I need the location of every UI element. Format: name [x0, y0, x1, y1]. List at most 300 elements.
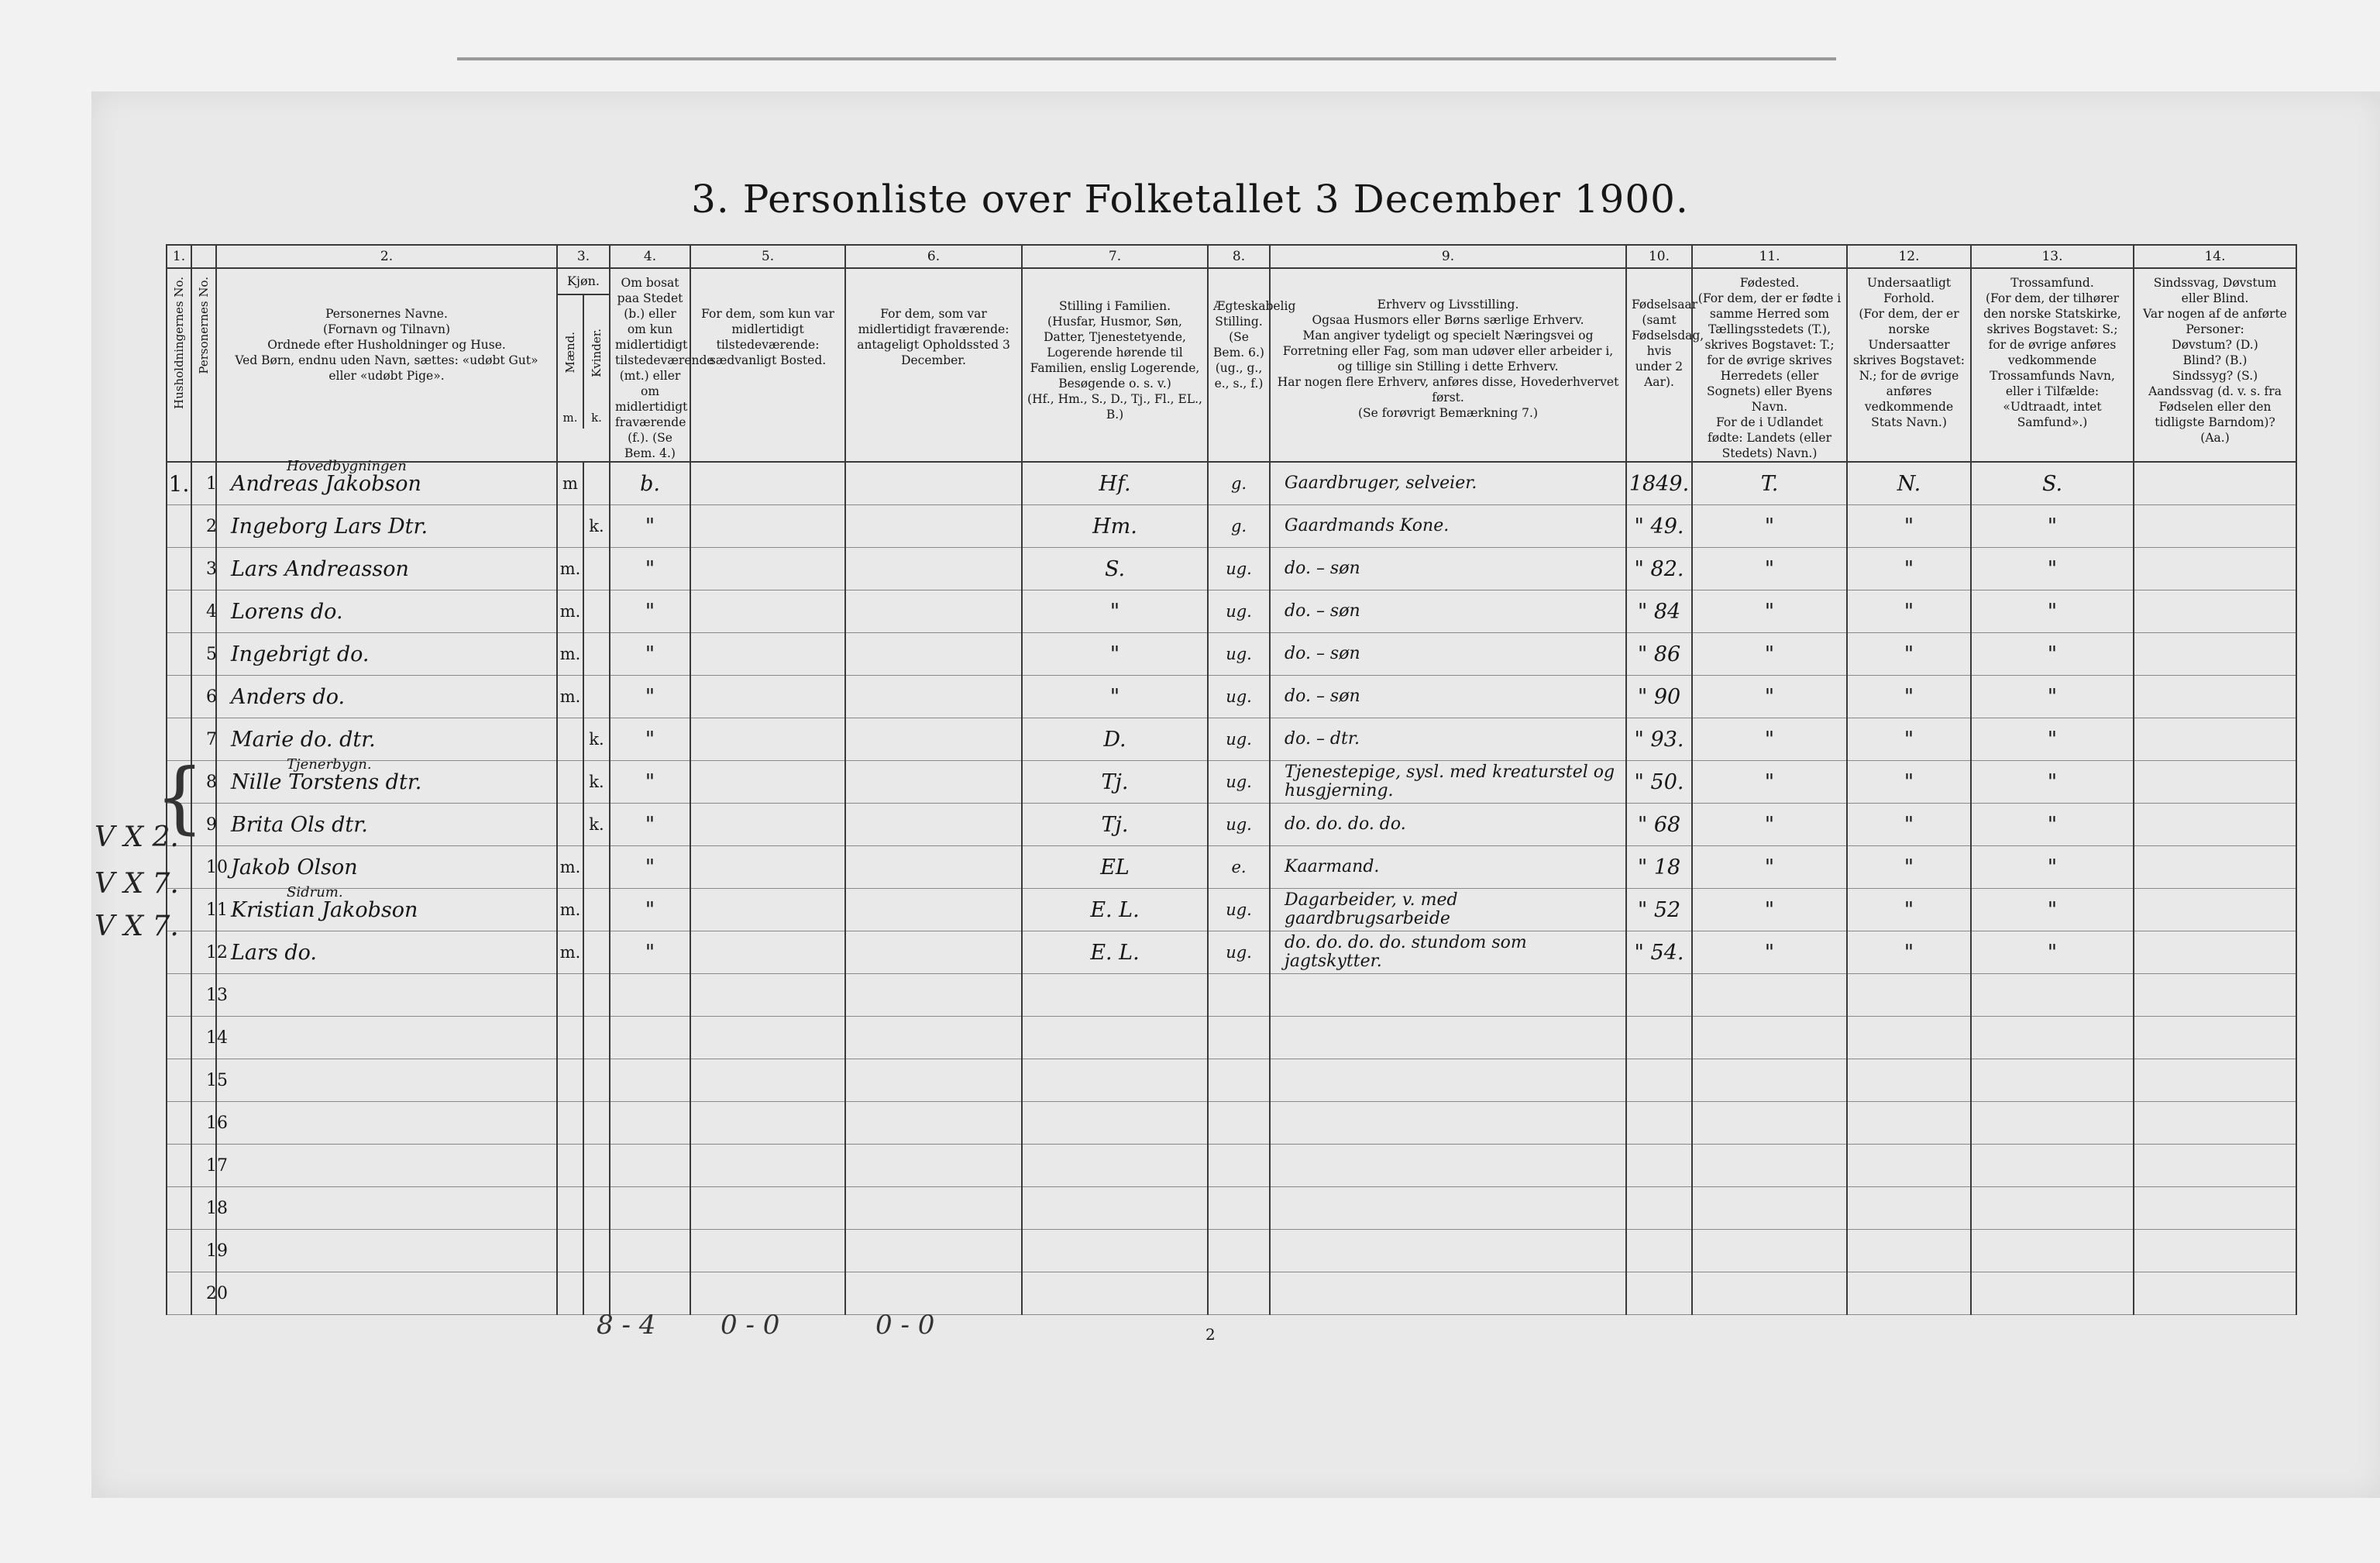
marital-status-cell: ug.: [1208, 590, 1270, 633]
usual-residence-cell: [690, 804, 845, 846]
occupation-cell: [1270, 1102, 1626, 1145]
marital-status-cell: ug.: [1208, 548, 1270, 590]
col7-header: Stilling i Familien. (Husfar, Husmor, Søn, Datter, Tjenestetyende, Logerende hørende til Familien, enslig Logerende, Besøgende o. s. v.) (Hf., Hm., S., D., Tj., Fl., EL., B.): [1022, 268, 1208, 462]
disability-cell: [2134, 505, 2296, 548]
bosat-cell: ": [610, 931, 690, 974]
birth-year-cell: " 18: [1626, 846, 1692, 889]
birthplace-cell: [1692, 1187, 1847, 1230]
usual-residence-cell: [690, 633, 845, 676]
bosat-cell: ": [610, 590, 690, 633]
names-header: Personernes Navne. (Fornavn og Tilnavn) Ordnede efter Husholdninger og Huse. Ved Børn, endnu uden Navn, sættes: «udøbt Gut» eller «udøbt Pige».: [216, 268, 557, 462]
person-no-cell: 18: [191, 1187, 216, 1230]
usual-residence-cell: [690, 1230, 845, 1272]
male-cell: m.: [557, 548, 583, 590]
table-row: [167, 505, 2296, 548]
hh-no-cell: [167, 1145, 191, 1187]
table-row: [167, 548, 2296, 590]
marital-status-cell: [1208, 1059, 1270, 1102]
footer-tally: 8 - 4: [597, 1310, 656, 1341]
disability-cell: [2134, 931, 2296, 974]
colnum: 3.: [557, 245, 610, 268]
birth-year-cell: [1626, 1017, 1692, 1059]
temp-location-cell: [845, 931, 1022, 974]
usual-residence-cell: [690, 1145, 845, 1187]
name-annotation: Tjenerbygn.: [287, 756, 372, 773]
name-cell: Lars Andreasson: [216, 548, 557, 590]
bosat-cell: ": [610, 633, 690, 676]
occupation-cell: Gaardbruger, selveier.: [1270, 462, 1626, 505]
citizenship-cell: ": [1847, 931, 1971, 974]
male-cell: [557, 804, 583, 846]
birthplace-cell: ": [1692, 761, 1847, 804]
religion-cell: ": [1971, 548, 2134, 590]
family-position-cell: D.: [1022, 718, 1208, 761]
name-cell: [216, 1017, 557, 1059]
usual-residence-cell: [690, 846, 845, 889]
hh-no-cell: [167, 590, 191, 633]
birth-year-cell: [1626, 1145, 1692, 1187]
marital-status-cell: [1208, 1230, 1270, 1272]
marital-status-cell: ug.: [1208, 889, 1270, 931]
name-cell: [216, 884, 557, 931]
family-position-cell: Hm.: [1022, 505, 1208, 548]
bosat-cell: [610, 1102, 690, 1145]
bosat-cell: b.: [610, 462, 690, 505]
colnum: 6.: [845, 245, 1022, 268]
occupation-cell: do. do. do. do. stundom som jagtskytter.: [1270, 931, 1626, 974]
marital-status-cell: [1208, 1145, 1270, 1187]
temp-location-cell: [845, 718, 1022, 761]
col9-header: Erhverv og Livsstilling. Ogsaa Husmors eller Børns særlige Erhverv. Man angiver tydeligt og specielt Næringsvei og Forretning eller Fag, som man udøver eller arbeider i, og tillige sin Stilling i dette Erhverv. Har nogen flere Erhverv, anføres disse, Hovederhvervet først. (Se forøvrigt Bemærkning 7.): [1270, 268, 1626, 462]
name-cell: Anders do.: [216, 676, 557, 718]
female-cell: [583, 1102, 610, 1145]
hh-no-cell: [167, 1017, 191, 1059]
occupation-cell: [1270, 1272, 1626, 1315]
usual-residence-cell: [690, 1272, 845, 1315]
birthplace-cell: ": [1692, 931, 1847, 974]
table-row: [167, 1187, 2296, 1230]
margin-note: V X 7.: [95, 868, 179, 900]
family-position-cell: [1022, 974, 1208, 1017]
religion-cell: [1971, 1017, 2134, 1059]
occupation-cell: do. – søn: [1270, 633, 1626, 676]
bosat-cell: ": [610, 889, 690, 931]
temp-location-cell: [845, 761, 1022, 804]
name-cell: [216, 756, 557, 804]
female-cell: [583, 1230, 610, 1272]
religion-cell: ": [1971, 931, 2134, 974]
table-row: [167, 633, 2296, 676]
bosat-cell: [610, 1230, 690, 1272]
disability-cell: [2134, 974, 2296, 1017]
name-cell: [216, 1102, 557, 1145]
bosat-cell: ": [610, 846, 690, 889]
marital-status-cell: g.: [1208, 462, 1270, 505]
table-row: [167, 1145, 2296, 1187]
birthplace-cell: ": [1692, 718, 1847, 761]
religion-cell: [1971, 1272, 2134, 1315]
name-cell: [216, 1059, 557, 1102]
hh-no-cell: [167, 1272, 191, 1315]
religion-cell: [1971, 1102, 2134, 1145]
disability-cell: [2134, 1059, 2296, 1102]
colnum: 7.: [1022, 245, 1208, 268]
person-no-cell: 1: [191, 462, 216, 505]
female-cell: k.: [583, 718, 610, 761]
religion-cell: [1971, 1187, 2134, 1230]
table-row: [167, 718, 2296, 761]
birth-year-cell: " 52: [1626, 889, 1692, 931]
family-position-cell: S.: [1022, 548, 1208, 590]
birth-year-cell: " 68: [1626, 804, 1692, 846]
marital-status-cell: [1208, 974, 1270, 1017]
birth-year-cell: " 49.: [1626, 505, 1692, 548]
column-number-row: [167, 245, 2296, 268]
family-position-cell: E. L.: [1022, 931, 1208, 974]
male-cell: [557, 1230, 583, 1272]
page-number: 2: [1205, 1325, 1216, 1344]
disability-cell: [2134, 1102, 2296, 1145]
occupation-cell: [1270, 1187, 1626, 1230]
colnum: 9.: [1270, 245, 1626, 268]
citizenship-cell: ": [1847, 761, 1971, 804]
hh-no-header: Husholdningernes No.: [167, 268, 191, 462]
disability-cell: [2134, 548, 2296, 590]
usual-residence-cell: [690, 718, 845, 761]
name-cell: Ingebrigt do.: [216, 633, 557, 676]
marital-status-cell: [1208, 1102, 1270, 1145]
person-no-cell: 8: [191, 761, 216, 804]
disability-cell: [2134, 1145, 2296, 1187]
birth-year-cell: [1626, 1187, 1692, 1230]
female-cell: [583, 1187, 610, 1230]
birthplace-cell: ": [1692, 590, 1847, 633]
religion-cell: ": [1971, 633, 2134, 676]
female-cell: [583, 974, 610, 1017]
table-row: [167, 1230, 2296, 1272]
disability-cell: [2134, 633, 2296, 676]
usual-residence-cell: [690, 462, 845, 505]
birth-year-cell: " 50.: [1626, 761, 1692, 804]
disability-cell: [2134, 676, 2296, 718]
marital-status-cell: ug.: [1208, 804, 1270, 846]
female-cell: [583, 633, 610, 676]
bosat-cell: [610, 1059, 690, 1102]
birth-year-cell: " 54.: [1626, 931, 1692, 974]
name-text: Andreas Jakobson: [231, 471, 421, 496]
bosat-cell: ": [610, 676, 690, 718]
col6-header: For dem, som var midlertidigt fraværende: antageligt Opholdssted 3 December.: [845, 268, 1022, 462]
family-position-cell: EL: [1022, 846, 1208, 889]
temp-location-cell: [845, 1272, 1022, 1315]
male-cell: [557, 974, 583, 1017]
occupation-cell: Dagarbeider, v. med gaardbrugsarbeide: [1270, 889, 1626, 931]
male-cell: [557, 761, 583, 804]
disability-cell: [2134, 1017, 2296, 1059]
disability-cell: [2134, 1187, 2296, 1230]
occupation-cell: [1270, 974, 1626, 1017]
citizenship-cell: ": [1847, 889, 1971, 931]
religion-cell: ": [1971, 590, 2134, 633]
religion-cell: ": [1971, 718, 2134, 761]
hh-no-cell: [167, 1230, 191, 1272]
person-no-cell: 11: [191, 889, 216, 931]
name-cell: [216, 1145, 557, 1187]
margin-note: V X 2.: [95, 821, 179, 853]
temp-location-cell: [845, 590, 1022, 633]
male-cell: m.: [557, 931, 583, 974]
marital-status-cell: ug.: [1208, 633, 1270, 676]
female-cell: [583, 676, 610, 718]
disability-cell: [2134, 1272, 2296, 1315]
table-row: [167, 761, 2296, 804]
family-position-cell: [1022, 1102, 1208, 1145]
marital-status-cell: ug.: [1208, 931, 1270, 974]
male-cell: [557, 1059, 583, 1102]
name-cell: [216, 1272, 557, 1315]
occupation-cell: [1270, 1145, 1626, 1187]
birthplace-cell: ": [1692, 505, 1847, 548]
temp-location-cell: [845, 1230, 1022, 1272]
marital-status-cell: e.: [1208, 846, 1270, 889]
female-cell: [583, 1145, 610, 1187]
table-row: [167, 931, 2296, 974]
male-cell: [557, 1187, 583, 1230]
person-no-cell: 13: [191, 974, 216, 1017]
occupation-cell: do. – dtr.: [1270, 718, 1626, 761]
citizenship-cell: [1847, 1017, 1971, 1059]
citizenship-cell: [1847, 1102, 1971, 1145]
occupation-cell: Kaarmand.: [1270, 846, 1626, 889]
disability-cell: [2134, 1230, 2296, 1272]
occupation-cell: [1270, 1059, 1626, 1102]
marital-status-cell: [1208, 1017, 1270, 1059]
usual-residence-cell: [690, 590, 845, 633]
usual-residence-cell: [690, 889, 845, 931]
male-cell: m.: [557, 846, 583, 889]
bosat-cell: [610, 1145, 690, 1187]
name-text: Kristian Jakobson: [231, 897, 418, 922]
citizenship-cell: ": [1847, 846, 1971, 889]
female-cell: k.: [583, 761, 610, 804]
female-cell: k.: [583, 804, 610, 846]
occupation-cell: do. – søn: [1270, 590, 1626, 633]
k-label: k.: [591, 410, 602, 425]
religion-cell: [1971, 1059, 2134, 1102]
bosat-cell: ": [610, 548, 690, 590]
birth-year-cell: " 90: [1626, 676, 1692, 718]
male-cell: [557, 1145, 583, 1187]
name-cell: Ingeborg Lars Dtr.: [216, 505, 557, 548]
marital-status-cell: g.: [1208, 505, 1270, 548]
birth-year-cell: " 93.: [1626, 718, 1692, 761]
citizenship-cell: ": [1847, 633, 1971, 676]
colnum: 12.: [1847, 245, 1971, 268]
table-row: [167, 1059, 2296, 1102]
hh-no-cell: [167, 1187, 191, 1230]
birthplace-cell: ": [1692, 804, 1847, 846]
citizenship-cell: ": [1847, 804, 1971, 846]
usual-residence-cell: [690, 1187, 845, 1230]
citizenship-cell: ": [1847, 718, 1971, 761]
male-cell: m.: [557, 590, 583, 633]
bosat-cell: [610, 1017, 690, 1059]
hh-no-cell: [167, 548, 191, 590]
family-position-cell: [1022, 1230, 1208, 1272]
name-annotation: Sidrum.: [287, 884, 343, 900]
birthplace-cell: [1692, 1102, 1847, 1145]
person-no-cell: 12: [191, 931, 216, 974]
citizenship-cell: ": [1847, 590, 1971, 633]
name-cell: Brita Ols dtr.: [216, 804, 557, 846]
birthplace-cell: ": [1692, 846, 1847, 889]
hh-no-cell: [167, 974, 191, 1017]
margin-note: V X 7.: [95, 911, 179, 942]
disability-cell: [2134, 804, 2296, 846]
hh-no-cell: [167, 633, 191, 676]
name-cell: Lorens do.: [216, 590, 557, 633]
citizenship-cell: ": [1847, 676, 1971, 718]
person-no-cell: 6: [191, 676, 216, 718]
citizenship-cell: [1847, 1145, 1971, 1187]
male-cell: m.: [557, 633, 583, 676]
bosat-cell: [610, 974, 690, 1017]
family-position-cell: ": [1022, 676, 1208, 718]
citizenship-cell: [1847, 1187, 1971, 1230]
religion-cell: [1971, 1145, 2134, 1187]
temp-location-cell: [845, 974, 1022, 1017]
usual-residence-cell: [690, 761, 845, 804]
family-position-cell: [1022, 1187, 1208, 1230]
hh-no-cell: [167, 676, 191, 718]
birth-year-cell: [1626, 1059, 1692, 1102]
birthplace-cell: ": [1692, 676, 1847, 718]
religion-cell: [1971, 974, 2134, 1017]
birthplace-cell: [1692, 1145, 1847, 1187]
birth-year-cell: " 86: [1626, 633, 1692, 676]
temp-location-cell: [845, 462, 1022, 505]
footer-tally: 0 - 0: [721, 1310, 780, 1341]
disability-cell: [2134, 462, 2296, 505]
colnum: 8.: [1208, 245, 1270, 268]
disability-cell: [2134, 761, 2296, 804]
person-no-cell: 3: [191, 548, 216, 590]
citizenship-cell: [1847, 974, 1971, 1017]
temp-location-cell: [845, 505, 1022, 548]
male-cell: [557, 1102, 583, 1145]
colnum: 2.: [216, 245, 557, 268]
bosat-cell: ": [610, 505, 690, 548]
family-position-cell: ": [1022, 590, 1208, 633]
bosat-cell: ": [610, 761, 690, 804]
usual-residence-cell: [690, 548, 845, 590]
female-cell: [583, 931, 610, 974]
person-no-header: Personernes No.: [191, 268, 216, 462]
person-no-cell: 4: [191, 590, 216, 633]
birthplace-cell: [1692, 1272, 1847, 1315]
temp-location-cell: [845, 846, 1022, 889]
bosat-cell: ": [610, 718, 690, 761]
birth-year-cell: 1849.: [1626, 462, 1692, 505]
name-cell: [216, 1230, 557, 1272]
religion-cell: ": [1971, 761, 2134, 804]
birthplace-cell: [1692, 1059, 1847, 1102]
table-row: [167, 889, 2296, 931]
usual-residence-cell: [690, 1102, 845, 1145]
table-row: [167, 846, 2296, 889]
person-no-cell: 5: [191, 633, 216, 676]
hh-no-cell: [167, 1059, 191, 1102]
hh-no-cell: [167, 505, 191, 548]
col11-header: Fødested. (For dem, der er fødte i samme Herred som Tællingsstedets (T.), skrives Bogstavet: T.; for de øvrige skrives Herredets (eller Sognets) eller Byens Navn. For de i Udlandet fødte: Landets (eller Stedets) Navn.): [1692, 268, 1847, 462]
male-cell: m.: [557, 889, 583, 931]
family-position-cell: Tj.: [1022, 804, 1208, 846]
bracket-mark: {: [155, 752, 205, 842]
usual-residence-cell: [690, 505, 845, 548]
table-row: [167, 1017, 2296, 1059]
colnum: 11.: [1692, 245, 1847, 268]
family-position-cell: [1022, 1017, 1208, 1059]
birth-year-cell: [1626, 1102, 1692, 1145]
bosat-cell: ": [610, 804, 690, 846]
religion-cell: ": [1971, 505, 2134, 548]
colnum: 14.: [2134, 245, 2296, 268]
table-row: [167, 590, 2296, 633]
marital-status-cell: ug.: [1208, 761, 1270, 804]
occupation-cell: do. – søn: [1270, 548, 1626, 590]
page-title: 3. Personliste over Folketallet 3 December 1900.: [691, 177, 1689, 222]
col12-header: Undersaatligt Forhold. (For dem, der er norske Undersaatter skrives Bogstavet: N.; for de øvrige anføres vedkommende Stats Navn.): [1847, 268, 1971, 462]
citizenship-cell: [1847, 1230, 1971, 1272]
birth-year-cell: [1626, 1272, 1692, 1315]
citizenship-cell: ": [1847, 548, 1971, 590]
temp-location-cell: [845, 633, 1022, 676]
marital-status-cell: ug.: [1208, 676, 1270, 718]
family-position-cell: [1022, 1272, 1208, 1315]
occupation-cell: [1270, 1230, 1626, 1272]
birthplace-cell: [1692, 1017, 1847, 1059]
col13-header: Trossamfund. (For dem, der tilhører den norske Statskirke, skrives Bogstavet: S.; for de øvrige anføres vedkommende Trossamfunds Navn, eller i Tilfælde: «Udtraadt, intet Samfund».): [1971, 268, 2134, 462]
birthplace-cell: ": [1692, 633, 1847, 676]
name-cell: Marie do. dtr.: [216, 718, 557, 761]
colnum: 4.: [610, 245, 690, 268]
col8-header: Ægteskabelig Stilling. (Se Bem. 6.) (ug., g., e., s., f.): [1208, 268, 1270, 462]
religion-cell: S.: [1971, 462, 2134, 505]
hh-no-cell: [167, 1102, 191, 1145]
person-no-cell: 17: [191, 1145, 216, 1187]
name-cell: Lars do.: [216, 931, 557, 974]
temp-location-cell: [845, 1059, 1022, 1102]
marital-status-cell: [1208, 1272, 1270, 1315]
person-no-cell: 19: [191, 1230, 216, 1272]
col14-header: Sindssvag, Døvstum eller Blind. Var nogen af de anførte Personer: Døvstum? (D.) Blind? (B.) Sindssyg? (S.) Aandssvag (d. v. s. fra Fødselen eller den tidligste Barndom)? (Aa.): [2134, 268, 2296, 462]
colnum: 13.: [1971, 245, 2134, 268]
person-no-cell: 2: [191, 505, 216, 548]
birthplace-cell: ": [1692, 548, 1847, 590]
birth-year-cell: [1626, 974, 1692, 1017]
temp-location-cell: [845, 1145, 1022, 1187]
occupation-cell: do. – søn: [1270, 676, 1626, 718]
name-annotation: Hovedbygningen: [287, 458, 407, 474]
colnum: 10.: [1626, 245, 1692, 268]
colnum: [191, 245, 216, 268]
religion-cell: ": [1971, 804, 2134, 846]
female-cell: [583, 1272, 610, 1315]
female-cell: [583, 846, 610, 889]
family-position-cell: [1022, 1145, 1208, 1187]
table-row: [167, 462, 2296, 505]
footer-tally: 0 - 0: [875, 1310, 935, 1341]
